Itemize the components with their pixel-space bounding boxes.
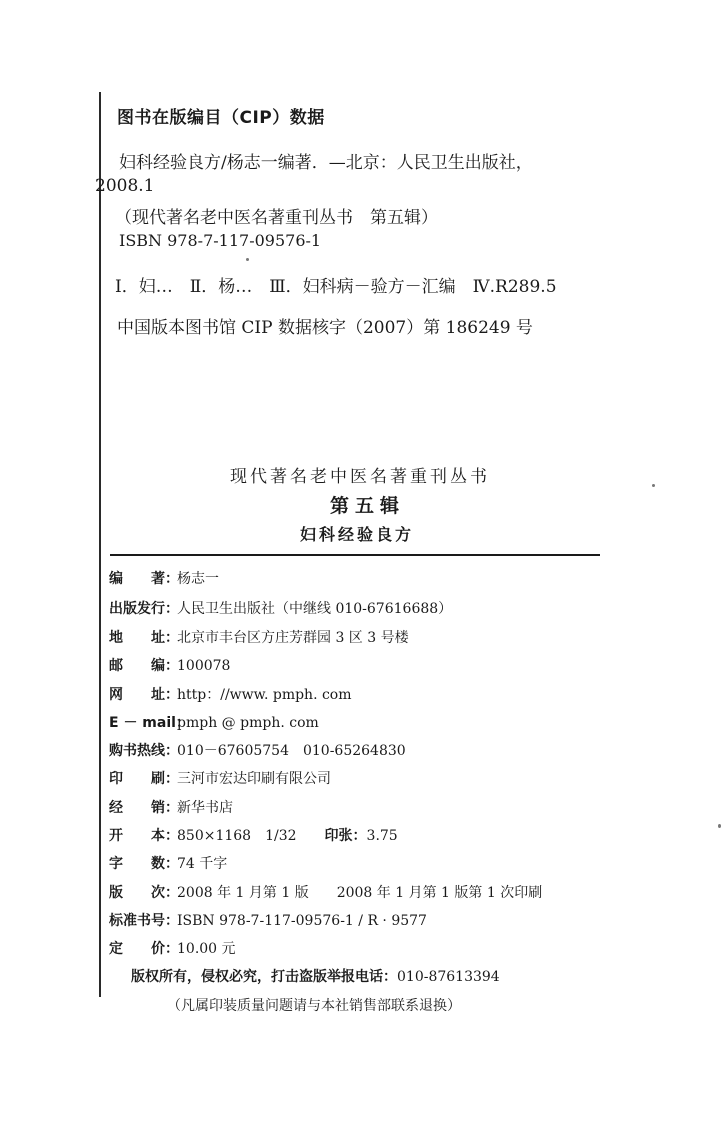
info-value: ISBN 978-7-117-09576-1 / R · 9577 <box>177 913 427 929</box>
info-value: 北京市丰台区方庄芳群园 3 区 3 号楼 <box>177 630 409 646</box>
info-value: 杨志一 <box>177 571 219 587</box>
info-label: 购书热线： <box>109 743 179 759</box>
info-row-hotline <box>109 740 406 760</box>
cip-line-classification: Ⅰ．妇… Ⅱ．杨… Ⅲ．妇科病－验方－汇编 Ⅳ.R289.5 <box>115 277 557 297</box>
info-value: pmph @ pmph. com <box>177 715 319 731</box>
info-value: http：//www. pmph. com <box>177 687 352 703</box>
info-value: 100078 <box>177 658 231 674</box>
info-value: 850×1168 1/32 <box>177 828 297 844</box>
info-row-postcode <box>109 655 230 675</box>
info-value: 新华书店 <box>177 800 233 816</box>
info-row-publisher <box>109 598 452 618</box>
info-value: 2008 年 1 月第 1 版 2008 年 1 月第 1 版第 1 次印刷 <box>177 885 543 901</box>
left-margin-rule <box>99 92 101 997</box>
copyright-text: 版权所有，侵权必究，打击盗版举报电话： <box>131 969 397 985</box>
info-row-website <box>109 684 352 704</box>
info-label: 版 次： <box>109 885 179 901</box>
cip-line-year: 2008.1 <box>95 176 155 196</box>
scan-speck <box>246 258 249 261</box>
info-row-wordcount <box>109 853 227 873</box>
info-label: 邮 编： <box>109 658 179 674</box>
info-row-edition <box>109 882 542 902</box>
info-row-isbn <box>109 910 427 930</box>
info-label: 地 址： <box>109 630 179 646</box>
info-row-email <box>109 712 319 732</box>
cip-heading: 图书在版编目（CIP）数据 <box>117 108 325 128</box>
book-title: 妇科经验良方 <box>300 525 415 544</box>
copyright-notice <box>131 966 500 986</box>
info-value: 人民卫生出版社（中继线 010-67616688） <box>177 601 453 617</box>
info-extra-label: 印张： <box>324 828 367 844</box>
info-row-price <box>109 938 236 958</box>
cip-line-verification: 中国版本图书馆 CIP 数据核字（2007）第 186249 号 <box>117 318 533 338</box>
return-policy-note: （凡属印装质量问题请与本社销售部联系退换） <box>167 998 461 1014</box>
info-label: 编 著： <box>109 571 179 587</box>
scan-speck <box>652 484 655 487</box>
info-value: 010－67605754 010-65264830 <box>177 743 406 759</box>
series-volume: 第五辑 <box>330 495 406 517</box>
info-label: 出版发行： <box>109 601 179 617</box>
cip-line-title: 妇科经验良方/杨志一编著．—北京：人民卫生出版社， <box>119 153 533 173</box>
info-value: 三河市宏达印刷有限公司 <box>177 771 331 787</box>
info-label: 网 址： <box>109 687 179 703</box>
cip-line-isbn: ISBN 978-7-117-09576-1 <box>119 231 322 250</box>
info-label: 定 价： <box>109 941 179 957</box>
info-label: 字 数： <box>109 856 179 872</box>
info-extra-value: 3.75 <box>366 828 398 844</box>
info-label: 标准书号： <box>109 913 179 929</box>
series-name: 现代著名老中医名著重刊丛书 <box>230 467 490 487</box>
info-value: 10.00 元 <box>177 941 236 957</box>
info-row-distributor <box>109 797 233 817</box>
scan-speck <box>718 824 721 828</box>
info-label: 经 销： <box>109 800 179 816</box>
info-row-printer <box>109 768 331 788</box>
info-value: 74 千字 <box>177 856 228 872</box>
info-row-address <box>109 627 409 647</box>
piracy-hotline: 010-87613394 <box>397 969 500 985</box>
info-label: E － mail： <box>109 715 190 731</box>
cip-line-series: （现代著名老中医名著重刊丛书 第五辑） <box>115 208 438 228</box>
info-label: 印 刷： <box>109 771 179 787</box>
info-row-author <box>109 568 219 588</box>
title-rule <box>110 554 600 556</box>
info-row-format <box>109 825 398 845</box>
info-label: 开 本： <box>109 828 179 844</box>
